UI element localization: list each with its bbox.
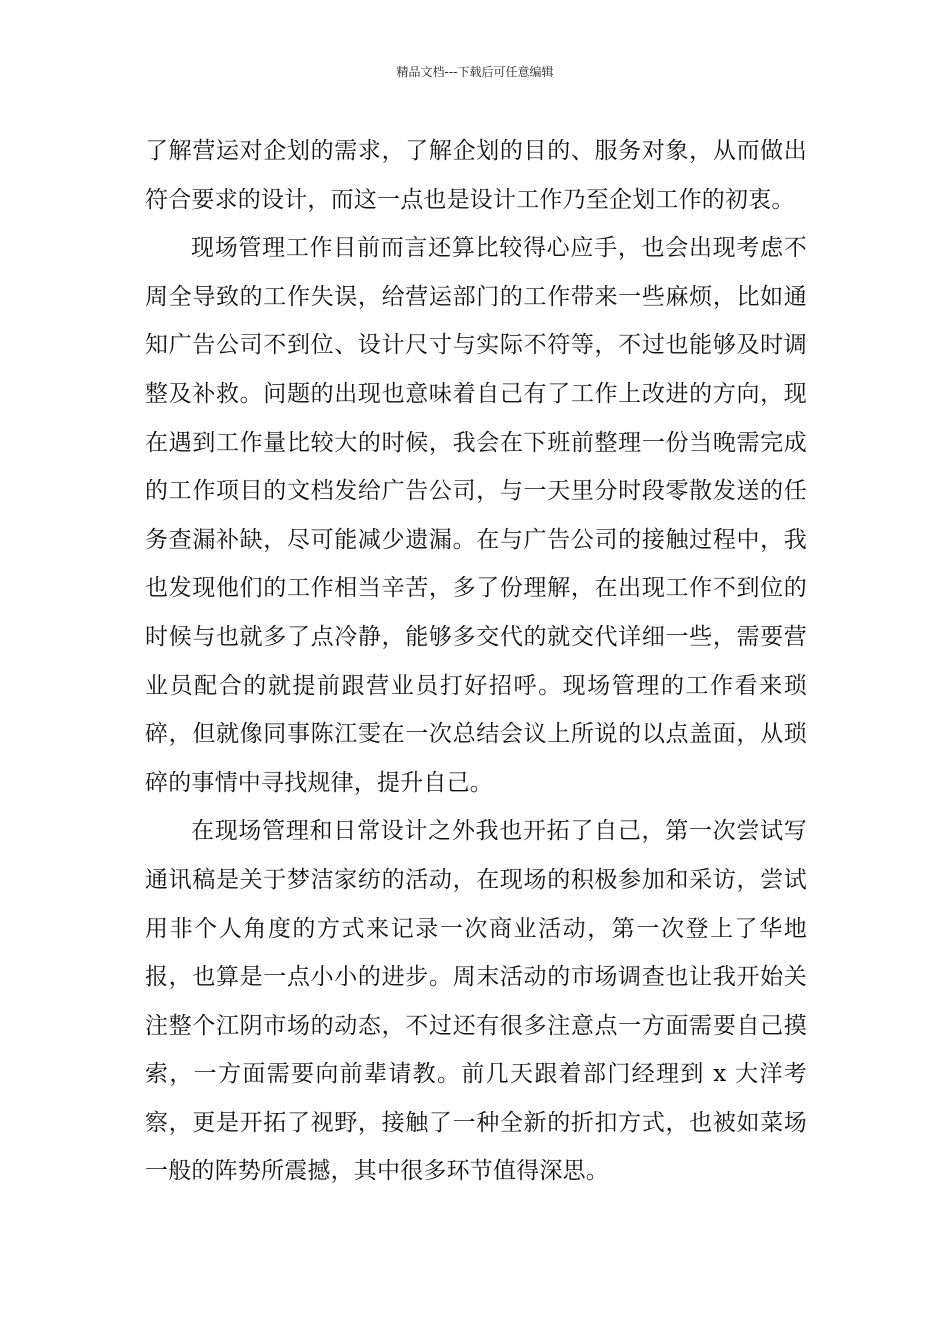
paragraph-self-development: 在现场管理和日常设计之外我也开拓了自己，第一次尝试写通讯稿是关于梦洁家纺的活动，在现场的积极参加和采访，尝试用非个人角度的方式来记录一次商业活动，第一次登上了华地报，也算是一点小小的进步。周末活动的市场调查也让我开始关注整个江阴市场的动态，不过还有很多注意点一方面需要自己摸索，一方面需要向前辈请教。前几天跟着部门经理到 x 大洋考察，更是开拓了视野，接触了一种全新的折扣方式，也被如菜场一般的阵势所震撼，其中很多环节值得深思。 bbox=[145, 818, 807, 1185]
page-header: 精品文档---下载后可任意编辑 bbox=[396, 65, 554, 79]
paragraph-continuation: 了解营运对企划的需求，了解企划的目的、服务对象，从而做出符合要求的设计，而这一点也是设计工作乃至企划工作的初衷。 bbox=[145, 138, 807, 213]
document-body bbox=[145, 127, 807, 1196]
paragraph-site-management: 现场管理工作目前而言还算比较得心应手，也会出现考虑不周全导致的工作失误，给营运部门的工作带来一些麻烦，比如通知广告公司不到位、设计尺寸与实际不符等，不过也能够及时调整及补救。问题的出现也意味着自己有了工作上改进的方向，现在遇到工作量比较大的时候，我会在下班前整理一份当晚需完成的工作项目的文档发给广告公司，与一天里分时段零散发送的任务查漏补缺，尽可能减少遗漏。在与广告公司的接触过程中，我也发现他们的工作相当辛苦，多了份理解，在出现工作不到位的时候与也就多了点冷静，能够多交代的就交代详细一些，需要营业员配合的就提前跟营业员打好招呼。现场管理的工作看来琐碎，但就像同事陈江雯在一次总结会议上所说的以点盖面，从琐碎的事情中寻找规律，提升自己。 bbox=[145, 235, 807, 796]
